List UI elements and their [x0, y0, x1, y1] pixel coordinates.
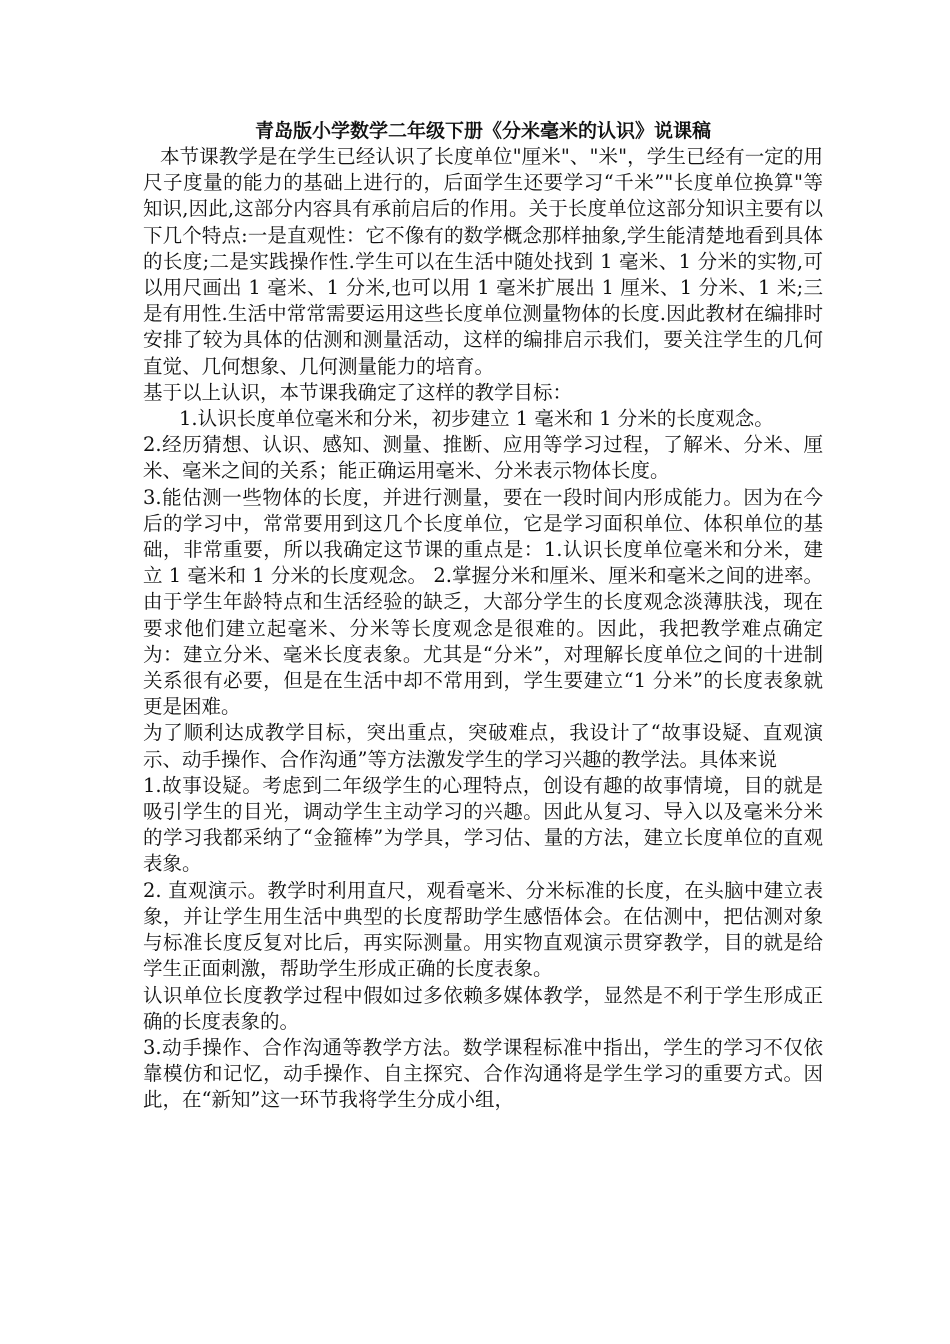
paragraph-goals-lead: 基于以上认识，本节课我确定了这样的教学目标：	[143, 380, 573, 404]
paragraph-multimedia-note: 认识单位长度教学过程中假如过多依赖多媒体教学，显然是不利于学生形成正确的长度表象的。	[143, 983, 823, 1033]
document-title: 青岛版小学数学二年级下册《分米毫米的认识》说课稿	[254, 120, 711, 142]
paragraph-method-2: 2. 直观演示。教学时利用直尺，观看毫米、分米标准的长度，在头脑中建立表象，并让学生用生活中典型的长度帮助学生感悟体会。在估测中，把估测对象与标准长度反复对比后，再实际测量。用实物直观演示贯穿教学，目的就是给学生正面刺激，帮助学生形成正确的长度表象。	[143, 878, 823, 981]
paragraph-goal-1: 1.认识长度单位毫米和分米，初步建立 1 毫米和 1 分米的长度观念。	[179, 407, 774, 431]
paragraph-intro: 本节课教学是在学生已经认识了长度单位"厘米"、"米"，学生已经有一定的用尺子度量的能力的基础上进行的，后面学生还要学习“千米”"长度单位换算"等知识,因此,这部分内容具有承前启后的作用。关于长度单位这部分知识主要有以下几个特点:一是直观性：它不像有的数学概念那样抽象,学生能清楚地看到具体的长度;二是实践操作性.学生可以在生活中随处找到 1 毫米、1 分米的实物,可以用尺画出 1 毫米、1 分米,也可以用 1 毫米扩展出 1 厘米、1 分米、1 米;三是有用性.生活中常常需要运用这些长度单位测量物体的长度.因此教材在编排时安排了较为具体的估测和测量活动，这样的编排启示我们，要关注学生的几何直觉、几何想象、几何测量能力的培育。	[143, 145, 823, 378]
document-page	[143, 118, 823, 1114]
paragraph-methods-lead: 为了顺利达成教学目标，突出重点，突破难点，我设计了“故事设疑、直观演示、动手操作、合作沟通”等方法激发学生的学习兴趣的教学法。具体来说	[143, 721, 823, 771]
paragraph-method-1: 1.故事设疑。考虑到二年级学生的心理特点，创设有趣的故事情境，目的就是吸引学生的目光，调动学生主动学习的兴趣。因此从复习、导入以及毫米分米的学习我都采纳了“金箍棒”为学具，学习估、量的方法，建立长度单位的直观表象。	[143, 773, 823, 876]
paragraph-method-3: 3.动手操作、合作沟通等教学方法。数学课程标准中指出，学生的学习不仅依靠模仿和记忆，动手操作、自主探究、合作沟通将是学生学习的重要方式。因此，在“新知”这一环节我将学生分成小组，	[143, 1035, 823, 1112]
paragraph-goal-3: 3.能估测一些物体的长度，并进行测量，要在一段时间内形成能力。因为在今后的学习中，常常要用到这几个长度单位，它是学习面积单位、体积单位的基础，非常重要，所以我确定这节课的重点是：1.认识长度单位毫米和分米，建立 1 毫米和 1 分米的长度观念。 2.掌握分米和厘米、厘米和毫米之间的进率。由于学生年龄特点和生活经验的缺乏，大部分学生的长度观念淡薄肤浅，现在要求他们建立起毫米、分米等长度观念是很难的。因此，我把教学难点确定为：建立分米、毫米长度表象。尤其是“分米”，对理解长度单位之间的十进制关系很有必要，但是在生活中却不常用到，学生要建立“1 分米”的长度表象就更是困难。	[143, 485, 823, 719]
paragraph-goal-2: 2.经历猜想、认识、感知、测量、推断、应用等学习过程，了解米、分米、厘米、毫米之间的关系；能正确运用毫米、分米表示物体长度。	[143, 433, 823, 483]
